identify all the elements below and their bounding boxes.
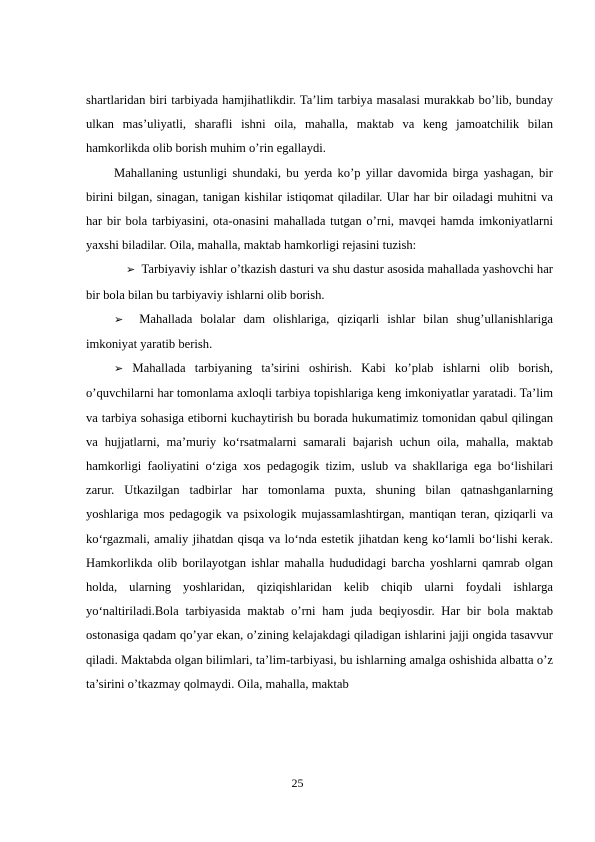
paragraph-continued: shartlaridan biri tarbiyada hamjihatlikdir. Ta’lim tarbiya masalasi murakkab bo’lib, bunday ulkan mas’uliyatli, sharafli ishni oila, mahalla, maktab va keng jamoatchilik bilan hamkorlikda olib borish muhim o’rin egallaydi. bbox=[86, 93, 553, 156]
list-item-text: Mahallada bolalar dam olishlariga, qiziqarli ishlar bilan shug’ullanishlariga imkoniyat yaratib berish. bbox=[86, 311, 553, 352]
list-item-text: Tarbiyaviy ishlar o’tkazish dasturi va shu dastur asosida mahallada yashovchi har bir bola bilan bu tarbiyaviy ishlarni olib borish. bbox=[86, 262, 553, 302]
document-body bbox=[86, 88, 553, 696]
list-item bbox=[86, 307, 553, 356]
list-item bbox=[86, 257, 553, 306]
paragraph-mahalla: Mahallaning ustunligi shundaki, bu yerda ko’p yillar davomida birga yashagan, bir birini bilgan, sinagan, tanigan kishilar istiqomat qiladilar. Ular har bir oiladagi muhitni va har bir bola tarbiyasini, ota-onasini mahallada tutgan o’rni, mavqei hamda imkoniyatlarni yaxshi biladilar. Oila, mahalla, maktab hamkorligi rejasini tuzish: bbox=[86, 165, 553, 253]
list-item-text: Mahallada tarbiyaning ta’sirini oshirish. Kabi ko’plab ishlarni olib borish, o’quvchilarni har tomonlama axloqli tarbiya topishlariga keng imkoniyatlar yaratadi. Ta’lim va tarbiya sohasiga etiborni kuchaytirish bu borada hukumatimiz tomonidan qabul qilingan va hujjatlarni, ma’muriy ko‘rsatmalarni samarali bajarish uchun oila, mahalla, maktab hamkorligi faoliyatini o‘ziga xos pedagogik tizim, uslub va shakllariga ega bo‘lishilari zarur. Utkazilgan tadbirlar har tomonlama puxta, shuning bilan qatnashganlarning yoshlariga mos pedagogik va psixologik mujassamlashtirgan, mantiqan teran, qiziqarli va ko‘rgazmali, amaliy jihatdan qisqa va lo‘nda estetik jihatdan keng ko‘lamli bo‘lishi kerak. Hamkorlikda olib borilayotgan ishlar mahalla hududidagi barcha yoshlarni qamrab olgan holda, ularning yoshlaridan, qiziqishlaridan kelib chiqib ularni foydali ishlarga yo‘naltiriladi.Bola tarbiyasida maktab o’rni ham juda beqiyosdir. Har bir bola maktab ostonasiga qadam qo’yar ekan, o’zining kelajakdagi qiladigan ishlarini jajji ongida tasavvur qiladi. Maktabda olgan bilimlari, ta’lim-tarbiyasi, bu ishlarning amalga oshishida albatta o’z ta’sirini o’tkazmay qolmaydi. Oila, mahalla, maktab bbox=[86, 361, 553, 691]
arrow-bullet-icon: ➢ bbox=[114, 312, 124, 326]
page-number: 25 bbox=[291, 776, 304, 790]
list-item bbox=[86, 356, 553, 696]
arrow-bullet-icon: ➢ bbox=[114, 362, 124, 376]
arrow-bullet-icon: ➢ bbox=[126, 263, 136, 277]
